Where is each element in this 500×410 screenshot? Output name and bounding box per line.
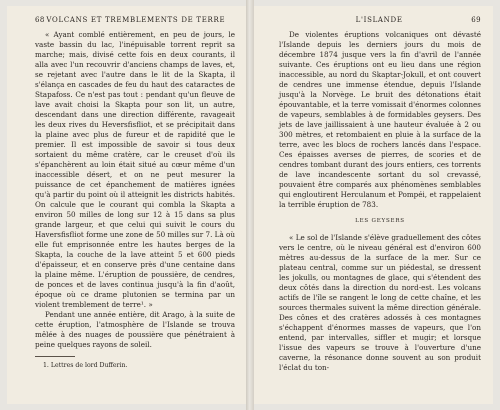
left-page-body	[35, 30, 235, 350]
paragraph: De violentes éruptions volcaniques ont dévasté l'Islande depuis les derniers jours du mois de décembre 1874 jusque vers la fin d'avril de l'année suivante. Ces éruptions ont eu lieu dans une région inaccessible, au nord du Skaptar-Jokull, et ont couvert de cendres une immense étendue, depuis l'Islande jusqu'à la Norvège. Le bruit des détonations était épouvantable, et la terre vomissait d'énormes colonnes de vapeurs, semblables à de formidables geysers. Des jets de lave jaillissaient à une hauteur évaluée à 2 ou 300 mètres, et retombaient en pluie à la surface de la terre, avec les blocs de rochers lancés dans l'espace. Ces épaisses averses de pierres, de scories et de cendres tombant durant des jours entiers, ces torrents de lave incandescente sortant du sol crevassé, pouvaient être comparés aux phénomènes semblables qui engloutirent Herculanum et Pompéi, et rappelaient la terrible éruption de 783.	[279, 30, 481, 209]
right-running-title: L'ISLANDE	[355, 16, 403, 24]
paragraph: « Ayant comblé entièrement, en peu de jours, le vaste bassin du lac, l'inépuisable torrent reprit sa marche; mais, divisé cette fois en deux courants, il alla avec l'un recouvrir d'anciens champs de laves, et, se rejetant avec l'autre dans le lit de la Skapta, il s'élança en cascades de feu du haut des cataractes de Stapafoss. Ce n'est pas tout : pendant qu'un fleuve de lave avait choisi la Skapta pour son lit, un autre, descendant dans une direction différente, ravageait les deux rives du Heversfisfliot, et se précipitait dans la plaine avec plus de fureur et de rapidité que le premier. Il est impossible de savoir si tous deux sortaient du même cratère, car le creuset d'où ils s'épanchèrent au loin était situé au cœur même d'un inaccessible désert, et on ne peut mesurer la puissance de cet épanchement de matières ignées qu'à partir du point où il atteignit les districts habités. On calcule que le courant qui combla la Skapta a environ 50 milles de long sur 12 à 15 dans sa plus grande largeur, et que celui qui suivit le cours du Haversfisfliot forme une zone de 50 milles sur 7. Là où elle fut emprisonnée entre les hautes berges de la Skapta, la couche de la lave atteint 5 et 600 pieds d'épaisseur, et en conserve près d'une centaine dans la plaine même. L'éruption de poussière, de cendres, de ponces et de laves continua jusqu'à la fin d'août, époque où ce drame plutonien se termina par un violent tremblement de terre¹. »	[35, 30, 235, 309]
left-page	[7, 6, 246, 404]
left-page-number: 68	[35, 16, 45, 24]
footnote-rule	[35, 356, 75, 357]
right-page-body	[279, 30, 481, 373]
left-page-header	[35, 16, 235, 24]
book-gutter	[246, 0, 254, 410]
left-running-title: VOLCANS ET TREMBLEMENTS DE TERRE	[46, 16, 226, 24]
footnote: 1. Lettres de lord Dufferin.	[43, 362, 128, 369]
right-page-header	[279, 16, 481, 24]
right-page-number: 69	[471, 16, 481, 24]
paragraph: Pendant une année entière, dit Arago, à la suite de cette éruption, l'atmosphère de l'Islande se trouva mêlée à des nuages de poussière que pénétraient à peine quelques rayons de soleil.	[35, 310, 235, 349]
paragraph: « Le sol de l'Islande s'élève graduellement des côtes vers le centre, où le niveau général est d'environ 600 mètres au-dessus de la surface de la mer. Sur ce plateau central, comme sur un piédestal, se dressent les jokulls, ou montagnes de glace, qui s'étendent des deux côtés dans la direction du nord-est. Les volcans actifs de l'île se rangent le long de cette chaîne, et les sources thermales suivent la même direction générale. Des cônes et des cratères adossés à ces montagnes s'échappent d'énormes masses de vapeurs, que l'on entend, par intervalles, siffler et mugir; et lorsque l'issue des vapeurs se trouve à l'ouverture d'une caverne, la résonance donne souvent au son produit l'éclat du ton-	[279, 233, 481, 372]
right-page	[254, 6, 493, 404]
section-title: LES GEYSERS	[355, 218, 405, 224]
